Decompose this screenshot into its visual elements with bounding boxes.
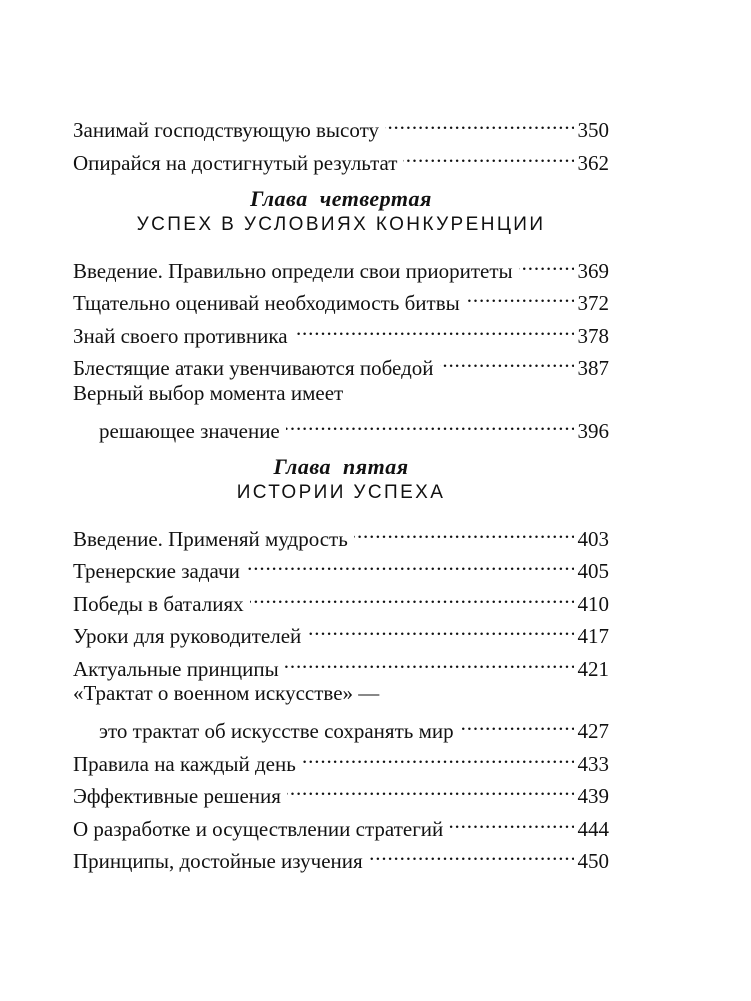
toc-entry-page: 444 — [577, 816, 609, 841]
toc-entry — [73, 581, 609, 616]
toc-entry — [73, 313, 609, 348]
toc-entry-page: 421 — [577, 656, 609, 681]
toc-entry-title: Правила на каждый день — [73, 751, 296, 776]
toc-entry-page: 350 — [577, 118, 609, 142]
toc-entry-page: 403 — [577, 526, 609, 551]
toc-entry — [73, 548, 609, 583]
toc-entry-page: 387 — [577, 356, 609, 380]
toc-leader-dots — [286, 408, 574, 438]
toc-leader-dots — [250, 581, 574, 611]
toc-entry-title: Победы в баталиях — [73, 591, 244, 616]
toc-entry — [73, 140, 609, 175]
toc-leader-dots — [302, 741, 574, 771]
toc-entry-page: 372 — [577, 291, 609, 315]
chapter-number: Глава пятая — [273, 453, 409, 479]
toc-entry — [73, 378, 609, 443]
toc-leader-dots — [354, 516, 574, 546]
toc-entry-title-line2: решающее значение — [99, 418, 280, 443]
toc-leader-dots — [460, 708, 574, 738]
chapter-title: УСПЕХ В УСЛОВИЯХ КОНКУРЕНЦИИ — [136, 213, 546, 235]
toc-entry — [73, 741, 609, 776]
toc-entry-title: Уроки для руководителей — [73, 624, 302, 648]
toc-entry-page: 433 — [577, 751, 609, 776]
toc-leader-dots — [466, 280, 574, 310]
toc-entry-title: Эффективные решения — [73, 784, 281, 808]
toc-entry-title: Актуальные принципы — [73, 656, 279, 681]
toc-entry — [73, 345, 609, 380]
toc-entry — [73, 646, 609, 681]
toc-entry-title: Тренерские задачи — [73, 559, 240, 583]
toc-entry-title-line1: «Трактат о военном искусстве» — — [73, 681, 380, 705]
toc-entry-page: 405 — [577, 559, 609, 583]
toc-entry-title-line1: Верный выбор момента имеет — [73, 380, 344, 405]
chapter-title: ИСТОРИИ УСПЕХА — [236, 481, 446, 503]
toc-leader-dots — [385, 107, 574, 137]
toc-entry-title: Опирайся на достигнутый результат — [73, 150, 398, 175]
toc-entry-page: 378 — [577, 323, 609, 348]
toc-entry-title-line2: это трактат об искусстве сохранять мир — [99, 719, 454, 743]
toc-entry-page: 417 — [577, 624, 609, 648]
chapter-heading — [73, 186, 609, 238]
toc-entry — [73, 248, 609, 283]
toc-leader-dots — [403, 140, 573, 170]
toc-leader-dots — [285, 646, 574, 676]
toc-entry — [73, 838, 609, 873]
toc-entry-page: 439 — [577, 784, 609, 808]
toc-entry-page: 450 — [577, 849, 609, 873]
toc-entry-title: Знай своего противника — [73, 323, 288, 348]
toc-entry — [73, 516, 609, 551]
toc-entry — [73, 806, 609, 841]
toc-entry-title: Принципы, достойные изучения — [73, 849, 363, 873]
toc-entry-page: 427 — [577, 719, 609, 743]
toc-entry-page: 410 — [577, 591, 609, 616]
toc-leader-dots — [307, 613, 573, 643]
toc-leader-dots — [369, 838, 574, 868]
toc-entry-title: О разработке и осуществлении стратегий — [73, 816, 444, 841]
toc-leader-dots — [519, 248, 574, 278]
toc-entry — [73, 107, 609, 142]
toc-entry — [73, 678, 609, 743]
toc-entry-page: 369 — [577, 258, 609, 283]
toc-entry-title: Занимай господствующую высоту — [73, 118, 379, 142]
toc-entry-page: 396 — [577, 418, 609, 443]
toc-leader-dots — [449, 806, 573, 836]
toc-entry-title: Введение. Применяй мудрость — [73, 526, 348, 551]
chapter-number: Глава четвертая — [250, 185, 432, 211]
toc-entry-title: Блестящие атаки увенчиваются победой — [73, 356, 434, 380]
toc-leader-dots — [294, 313, 574, 343]
table-of-contents — [73, 107, 609, 871]
toc-leader-dots — [440, 345, 574, 375]
toc-entry — [73, 773, 609, 808]
toc-entry — [73, 613, 609, 648]
chapter-heading — [73, 454, 609, 506]
toc-leader-dots — [246, 548, 574, 578]
toc-entry-title: Тщательно оценивай необходимость битвы — [73, 291, 460, 315]
toc-entry — [73, 280, 609, 315]
toc-entry-page: 362 — [577, 150, 609, 175]
toc-entry-title: Введение. Правильно определи свои приоритеты — [73, 258, 513, 283]
toc-leader-dots — [287, 773, 574, 803]
